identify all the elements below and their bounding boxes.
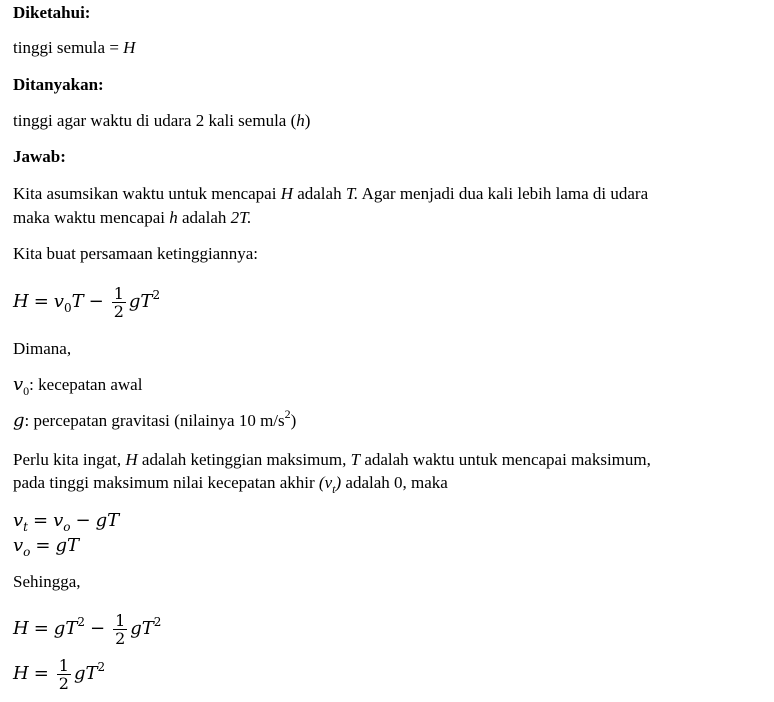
eq1-gT: gT [128,291,153,312]
definition-v0 [13,375,142,396]
dimana-line: Dimana, [13,339,72,358]
eq5-numerator: 1 [58,655,69,675]
eq4-minus: − [89,618,106,639]
eq3-equals: = [35,535,51,556]
equation-velocity-initial [13,536,79,557]
eq1-equals: = [33,291,49,312]
equation-height-1 [13,282,160,323]
eq1-minus: − [88,291,104,312]
heading-jawab: Jawab: [13,147,66,166]
def-g-var: g [13,410,25,431]
eq5-denominator: 2 [58,673,69,693]
p3-var-H: H [125,450,138,469]
eq4-numerator: 1 [115,610,126,630]
eq5-gT: gT [73,663,98,684]
eq2-sub-o: o [63,520,71,534]
eq2-v-rhs: v [53,510,64,531]
p3-vt-open: (v [318,473,333,492]
p3-text-b: adalah ketinggian maksimum, [137,450,351,469]
paragraph-3-line-1 [13,450,651,470]
eq2-minus: − [75,510,91,531]
eq4-gT-2: gT [130,618,154,639]
equation-height-result [13,654,105,695]
eq2-equals: = [33,510,49,531]
definition-g [13,407,297,432]
known-var: H [123,38,136,57]
p1-var-h: h [169,208,178,227]
p1-text-a: Kita asumsikan waktu untuk mencapai [13,184,281,203]
p3-text-e: adalah 0, maka [341,473,448,492]
eq5-equals: = [33,663,49,684]
p3-text-d: pada tinggi maksimum nilai kecepatan akhir [13,473,319,492]
p1-text-b: adalah [292,184,346,203]
known-text: tinggi semula = [13,38,124,57]
p3-vt-close: ) [335,473,342,492]
eq1-denominator: 2 [113,301,124,321]
eq1-v: v [53,291,64,312]
def-v0-text: : kecepatan awal [29,375,143,394]
heading-ditanyakan: Ditanyakan: [13,75,104,94]
p1-var-T: T. [345,184,359,203]
def-g-text: : percepatan gravitasi (nilainya 10 m/s [24,411,285,430]
p3-var-T: T [350,450,361,469]
def-v0-v: v [13,374,24,395]
p1-text-d: maka waktu mencapai [13,208,170,227]
asked-text: tinggi agar waktu di udara 2 kali semula ( [13,111,297,130]
sehingga-line: Sehingga, [13,572,81,591]
asked-line [13,111,310,131]
p3-text-a: Perlu kita ingat, [13,450,126,469]
p1-text-e: adalah [177,208,231,227]
p3-text-c: adalah waktu untuk mencapai maksimum, [360,450,651,469]
paragraph-3-line-2 [13,473,448,494]
eq3-v: v [13,535,24,556]
asked-close: ) [304,111,311,130]
def-g-close: ) [290,411,297,430]
p1-text-c: Agar menjadi dua kali lebih lama di udara [358,184,649,203]
eq1-v-sub: 0 [63,301,72,315]
heading-diketahui: Diketahui: [13,3,91,22]
eq2-sub-t: t [23,520,28,534]
p1-var-2T: 2T. [230,208,252,227]
eq1-exponent: 2 [152,288,161,302]
paragraph-2: Kita buat persamaan ketinggiannya: [13,244,258,263]
eq4-exponent-2: 2 [153,615,162,629]
paragraph-1-line-1 [13,184,648,204]
eq5-fraction [57,657,71,692]
eq3-gT: gT [55,535,80,556]
known-line [13,38,135,58]
eq4-fraction [113,612,127,647]
eq2-gT: gT [95,510,120,531]
eq4-exponent: 2 [77,615,85,629]
equation-velocity-final [13,511,119,532]
eq1-fraction [112,285,126,320]
eq2-v: v [13,510,24,531]
eq1-numerator: 1 [113,283,124,303]
eq5-exponent: 2 [97,660,106,674]
eq4-equals: = [33,618,49,639]
eq4-denominator: 2 [115,628,126,648]
p3-vt-sub: t [332,482,336,496]
equation-height-2 [13,609,161,650]
asked-var: h [296,111,305,130]
def-v0-sub: 0 [23,384,30,398]
eq1-T: T [71,291,84,312]
eq5-lhs: H [13,663,29,684]
eq3-sub-o: o [23,545,31,559]
eq4-lhs: H [13,618,29,639]
p1-var-H: H [280,184,293,203]
eq1-lhs: H [13,291,29,312]
def-g-sup: 2 [284,407,291,421]
paragraph-1-line-2 [13,208,252,228]
eq4-gT: gT [53,618,78,639]
